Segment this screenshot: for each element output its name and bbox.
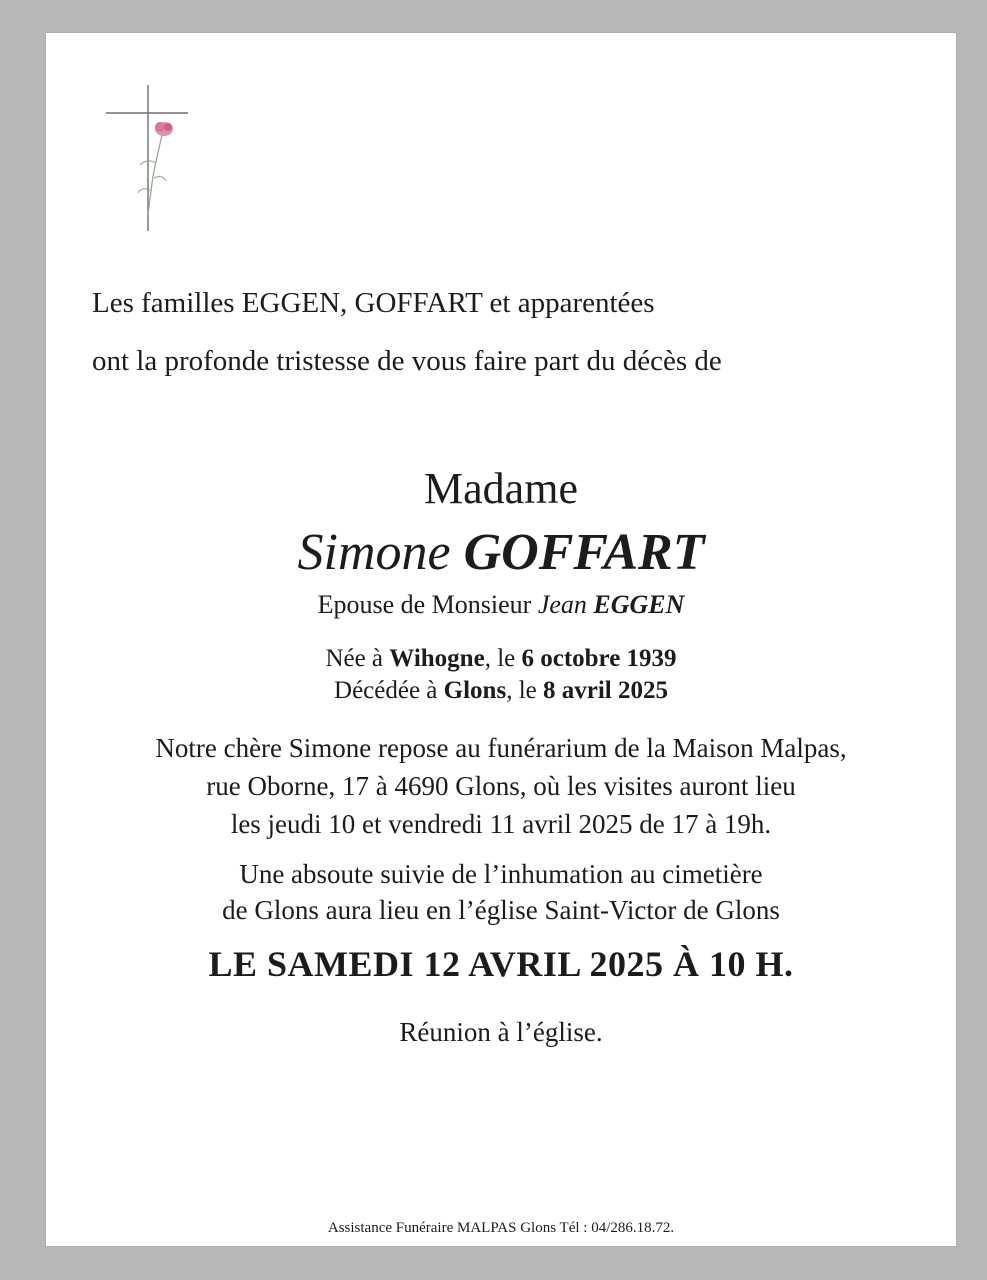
deceased-name: [46, 523, 956, 582]
death-line: [46, 677, 956, 705]
spouse-line: [46, 590, 956, 620]
death-place: Glons: [443, 677, 507, 704]
birth-date: 6 octobre 1939: [521, 645, 677, 672]
spouse-prefix: Epouse de Monsieur: [317, 590, 532, 619]
birth-prefix: Née à: [325, 645, 384, 672]
birth-mid: , le: [484, 645, 516, 672]
spouse-first-name: Jean: [537, 590, 587, 619]
ceremony-line: Une absoute suivie de l’inhumation au cimetière: [239, 859, 763, 889]
ceremony-line: de Glons aura lieu en l’église Saint-Victor de Glons: [222, 895, 780, 925]
families-line: Les familles EGGEN, GOFFART et apparentées: [92, 287, 655, 319]
death-date: 8 avril 2025: [542, 677, 668, 704]
meeting-line: Réunion à l’église.: [399, 1017, 603, 1047]
visitation-line: Notre chère Simone repose au funérarium de la Maison Malpas,: [155, 733, 847, 763]
footer-contact: Assistance Funéraire MALPAS Glons Tél : 04/286.18.72.: [327, 1220, 675, 1236]
birth-line: [46, 645, 956, 673]
death-prefix: Décédée à: [334, 677, 438, 704]
visitation-line: rue Oborne, 17 à 4690 Glons, où les visites auront lieu: [206, 771, 796, 801]
first-name: Simone: [297, 524, 451, 581]
ceremony-date: LE SAMEDI 12 AVRIL 2025 À 10 H.: [208, 944, 794, 984]
birth-place: Wihogne: [389, 645, 485, 672]
visitation-line: les jeudi 10 et vendredi 11 avril 2025 de 17 à 19h.: [230, 809, 772, 839]
announcement-line: ont la profonde tristesse de vous faire part du décès de: [92, 345, 722, 377]
death-mid: , le: [506, 677, 537, 704]
spouse-last-name: EGGEN: [593, 590, 685, 619]
cross-with-rose-icon: [104, 83, 194, 233]
last-name: GOFFART: [463, 524, 705, 581]
death-notice-card: [46, 33, 956, 1246]
deceased-title: Madame: [424, 464, 578, 513]
